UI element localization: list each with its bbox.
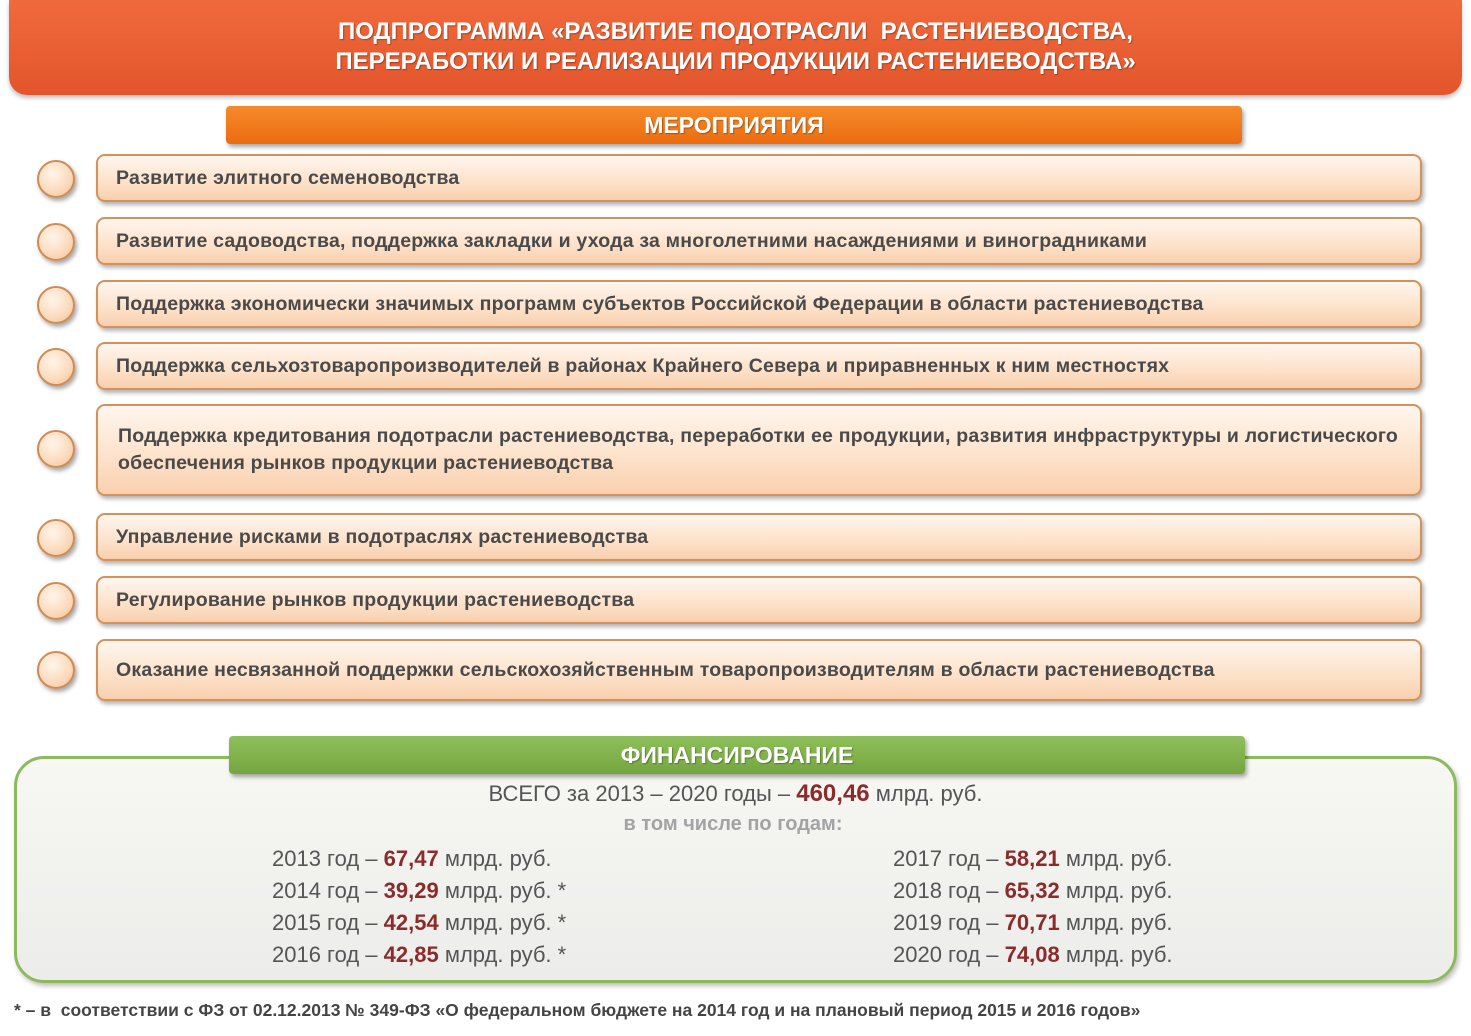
year-unit: млрд. руб. <box>1065 878 1173 903</box>
footnote: * – в соответствии с ФЗ от 02.12.2013 № 349-ФЗ «О федеральном бюджете на 2014 год и на плановый период 2015 и 2016 годов» <box>14 1000 1141 1020</box>
year-row <box>893 942 1173 968</box>
header-title-line-1: ПОДПРОГРАММА «РАЗВИТИЕ ПОДОТРАСЛИ РАСТЕНИЕВОДСТВА, <box>337 18 1134 45</box>
bullet-circle-icon <box>37 519 75 557</box>
bullet-circle-icon <box>37 430 75 468</box>
bullet-circle-icon <box>37 348 75 386</box>
year-value: 42,85 <box>383 942 439 967</box>
year-label: 2013 год – <box>272 846 378 871</box>
year-label: 2014 год – <box>272 878 378 903</box>
measure-item: Поддержка кредитования подотрасли растениеводства, переработки ее продукции, развития инфраструктуры и логистического обеспечения рынков продукции растениеводства <box>96 404 1422 496</box>
year-value: 65,32 <box>1004 878 1060 903</box>
measure-item: Регулирование рынков продукции растениеводства <box>96 576 1422 624</box>
year-unit: млрд. руб. <box>1065 910 1173 935</box>
year-row <box>893 846 1173 872</box>
year-row <box>893 910 1173 936</box>
year-mark: * <box>557 942 567 967</box>
year-value: 67,47 <box>383 846 439 871</box>
year-unit: млрд. руб. <box>1065 942 1173 967</box>
year-row <box>272 910 566 936</box>
bullet-circle-icon <box>37 286 75 324</box>
year-mark: * <box>557 910 567 935</box>
financing-title: ФИНАНСИРОВАНИЕ <box>229 736 1245 774</box>
year-label: 2020 год – <box>893 942 999 967</box>
year-value: 58,21 <box>1004 846 1060 871</box>
measure-item: Развитие садоводства, поддержка закладки и ухода за многолетними насаждениями и виноградниками <box>96 217 1422 265</box>
year-value: 42,54 <box>383 910 439 935</box>
measure-item: Поддержка сельхозтоваропроизводителей в районах Крайнего Севера и приравненных к ним местностях <box>96 342 1422 390</box>
year-label: 2019 год – <box>893 910 999 935</box>
year-mark: * <box>557 878 567 903</box>
year-unit: млрд. руб. <box>444 942 552 967</box>
year-label: 2016 год – <box>272 942 378 967</box>
year-label: 2017 год – <box>893 846 999 871</box>
year-row <box>272 846 558 872</box>
measure-item: Управление рисками в подотраслях растениеводства <box>96 513 1422 561</box>
bullet-circle-icon <box>37 160 75 198</box>
total-unit: млрд. руб. <box>875 781 983 806</box>
financing-subtitle: в том числе по годам: <box>623 813 843 835</box>
financing-total <box>0 780 1471 808</box>
measures-title: МЕРОПРИЯТИЯ <box>226 106 1242 144</box>
bullet-circle-icon <box>37 582 75 620</box>
year-value: 74,08 <box>1004 942 1060 967</box>
year-unit: млрд. руб. <box>1065 846 1173 871</box>
year-row <box>893 878 1173 904</box>
year-label: 2015 год – <box>272 910 378 935</box>
measure-item: Развитие элитного семеноводства <box>96 154 1422 202</box>
total-value: 460,46 <box>796 780 870 807</box>
year-label: 2018 год – <box>893 878 999 903</box>
year-row <box>272 878 566 904</box>
measure-item: Поддержка экономически значимых программ субъектов Российской Федерации в области растениеводства <box>96 280 1422 328</box>
year-value: 70,71 <box>1004 910 1060 935</box>
page-header <box>9 0 1462 95</box>
year-row <box>272 942 566 968</box>
measure-item: Оказание несвязанной поддержки сельскохозяйственным товаропроизводителям в области растениеводства <box>96 639 1422 701</box>
year-unit: млрд. руб. <box>444 846 552 871</box>
year-unit: млрд. руб. <box>444 878 552 903</box>
total-prefix: ВСЕГО за 2013 – 2020 годы – <box>488 781 791 806</box>
header-title-line-2: ПЕРЕРАБОТКИ И РЕАЛИЗАЦИИ ПРОДУКЦИИ РАСТЕНИЕВОДСТВА» <box>335 48 1136 75</box>
bullet-circle-icon <box>37 223 75 261</box>
year-value: 39,29 <box>383 878 439 903</box>
bullet-circle-icon <box>37 651 75 689</box>
year-unit: млрд. руб. <box>444 910 552 935</box>
